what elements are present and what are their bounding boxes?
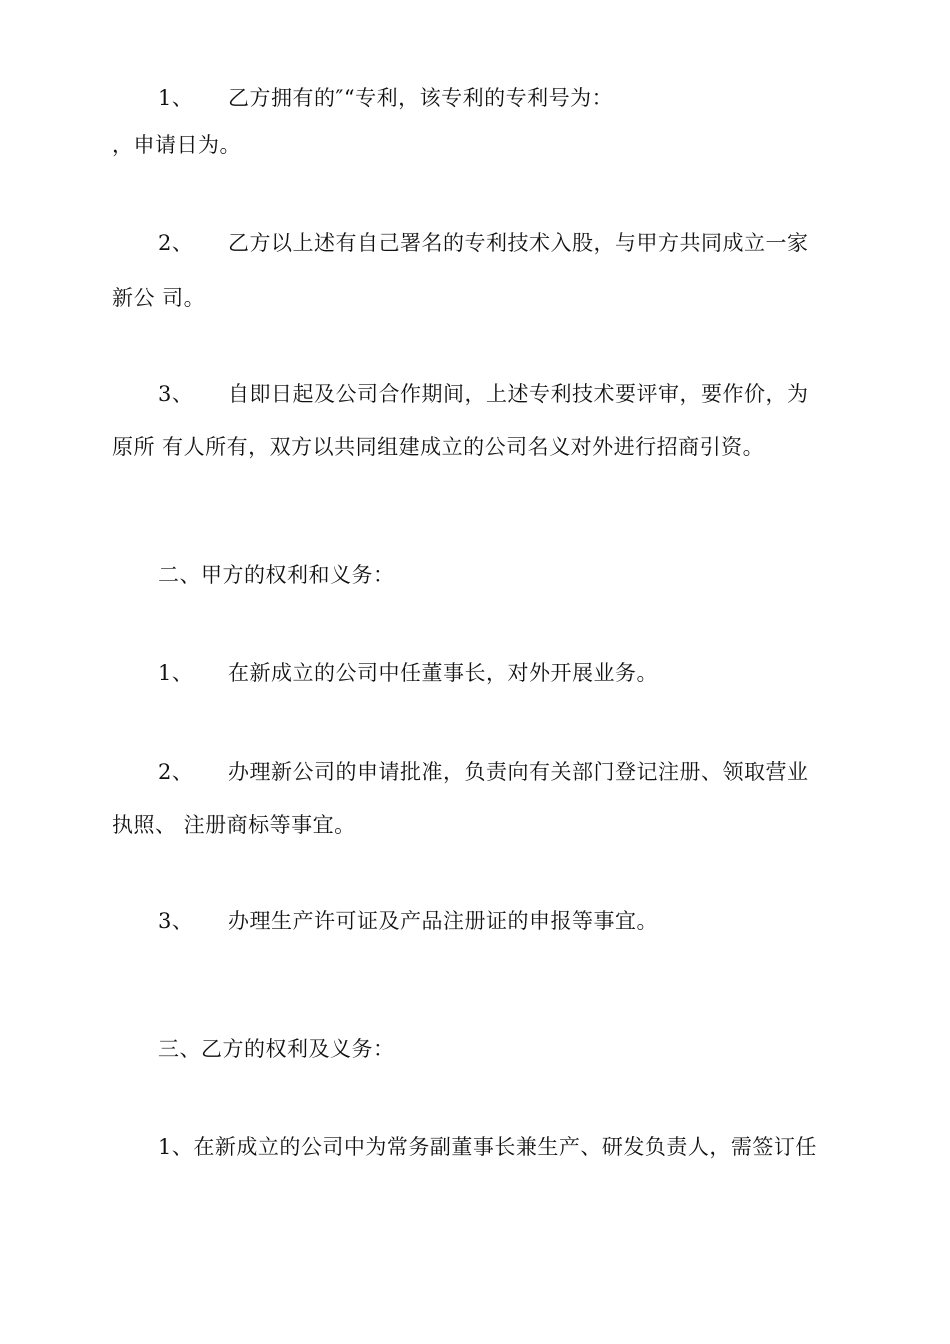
clause-text: 乙方拥有的″“专利，该专利的专利号为： — [228, 86, 614, 110]
clause-1-3-line-2: 原所 有人所有，双方以共同组建成立的公司名义对外进行招商引资。 — [112, 435, 765, 459]
clause-text: 在新成立的公司中任董事长，对外开展业务。 — [228, 661, 658, 685]
section-heading-3: 三、乙方的权利及义务： — [158, 1037, 395, 1061]
clause-2-3-line-1 — [158, 907, 658, 935]
clause-1-2-line-1 — [158, 229, 809, 257]
clause-number: 1、 — [158, 86, 194, 110]
clause-text: 乙方以上述有自己署名的专利技术入股，与甲方共同成立一家 — [228, 231, 809, 255]
clause-1-2-line-2: 新公 司。 — [112, 286, 206, 310]
clause-2-1-line-1 — [158, 659, 658, 687]
clause-text: 办理新公司的申请批准，负责向有关部门登记注册、领取营业 — [228, 760, 809, 784]
clause-number: 3、 — [158, 909, 194, 933]
section-heading-2: 二、甲方的权利和义务： — [158, 563, 395, 587]
clause-number: 1、 — [158, 661, 194, 685]
clause-number: 2、 — [158, 760, 194, 784]
clause-number: 3、 — [158, 382, 194, 406]
clause-text: 自即日起及公司合作期间，上述专利技术要评审，要作价，为 — [228, 382, 809, 406]
clause-2-2-line-1 — [158, 758, 809, 786]
clause-1-3-line-1 — [158, 380, 809, 408]
clause-text: 办理生产许可证及产品注册证的申报等事宜。 — [228, 909, 658, 933]
clause-number: 2、 — [158, 231, 194, 255]
clause-3-1-line-1: 1、在新成立的公司中为常务副董事长兼生产、研发负责人，需签订任 — [158, 1135, 817, 1159]
clause-1-1-line-1 — [158, 84, 613, 112]
clause-1-1-line-2: ，申请日为。 — [112, 133, 241, 157]
clause-2-2-line-2: 执照、 注册商标等事宜。 — [112, 813, 356, 837]
